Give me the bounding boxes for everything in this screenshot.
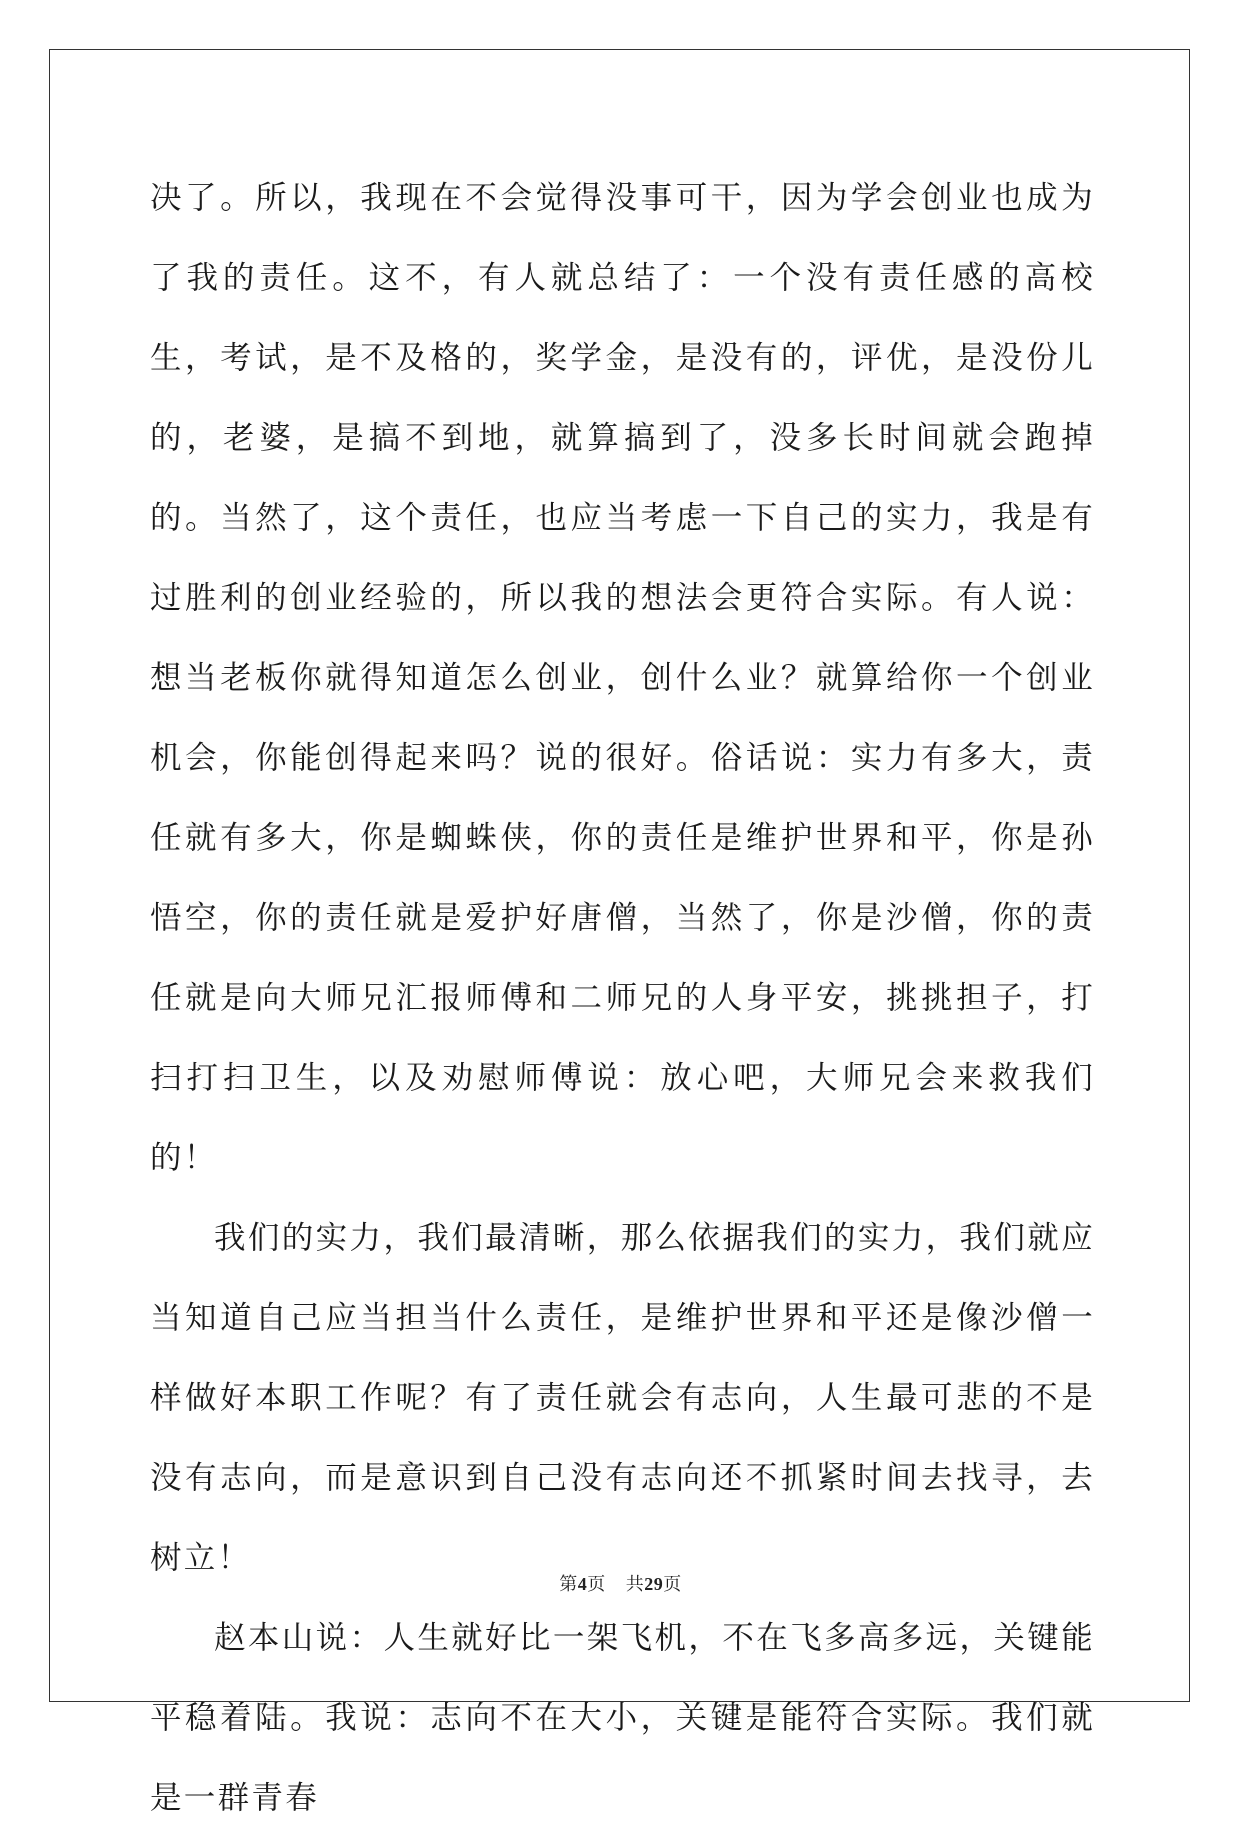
paragraph-3: 赵本山说：人生就好比一架飞机，不在飞多高多远，关键能平稳着陆。我说：志向不在大小，关键是能符合实际。我们就是一群青春 (150, 1620, 1095, 1816)
paragraph-2: 我们的实力，我们最清晰，那么依据我们的实力，我们就应当知道自己应当担当什么责任，是维护世界和平还是像沙僧一样做好本职工作呢？有了责任就会有志向，人生最可悲的不是没有志向，而是意识到自己没有志向还不抓紧时间去找寻，去树立！ (150, 1220, 1095, 1576)
page-current-number: 4 (577, 1574, 588, 1594)
total-prefix: 共 (625, 1574, 645, 1594)
page-prefix: 第 (559, 1574, 578, 1594)
page-footer (0, 1570, 1241, 1596)
paragraph-1: 决了。所以，我现在不会觉得没事可干，因为学会创业也成为了我的责任。这不，有人就总结了：一个没有责任感的高校生，考试，是不及格的，奖学金，是没有的，评优，是没份儿的，老婆，是搞不到地，就算搞到了，没多长时间就会跑掉的。当然了，这个责任，也应当考虑一下自己的实力，我是有过胜利的创业经验的，所以我的想法会更符合实际。有人说：想当老板你就得知道怎么创业，创什么业？就算给你一个创业机会，你能创得起来吗？说的很好。俗话说：实力有多大，责任就有多大，你是蜘蛛侠，你的责任是维护世界和平，你是孙悟空，你的责任就是爱护好唐僧，当然了，你是沙僧，你的责任就是向大师兄汇报师傅和二师兄的人身平安，挑挑担子，打扫打扫卫生，以及劝慰师傅说：放心吧，大师兄会来救我们的！ (150, 180, 1095, 1176)
page-total-number: 29 (644, 1574, 664, 1594)
page-unit: 页 (587, 1574, 606, 1594)
total-unit: 页 (663, 1574, 682, 1594)
